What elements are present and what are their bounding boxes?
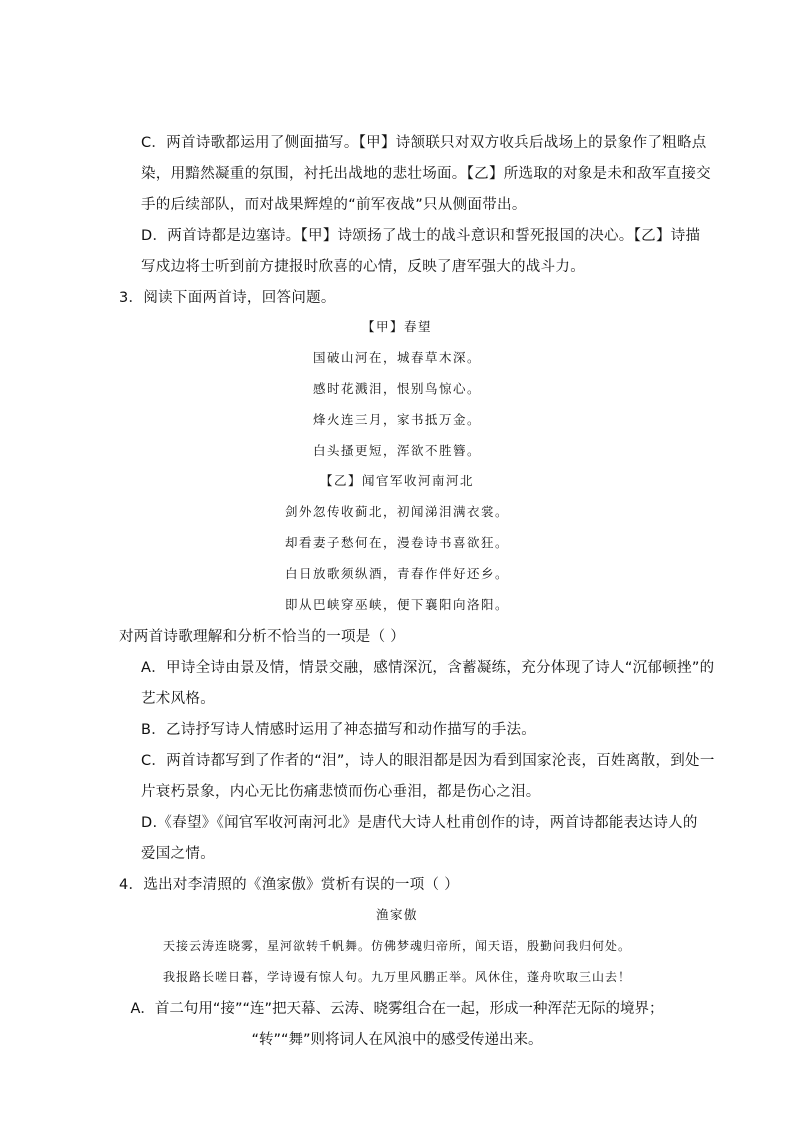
q2-option-d-line2: 写戍边将士听到前方捷报时欣喜的心情，反映了唐军强大的战斗力。	[141, 259, 585, 275]
q4-stem: 4．选出对李清照的《渔家傲》赏析有误的一项（ ）	[119, 877, 460, 893]
q3-option-a-line2: 艺术风格。	[141, 691, 215, 707]
q3-poem1-line: 烽火连三月，家书抵万金。	[312, 412, 481, 427]
q2-option-d-line1: D．两首诗都是边塞诗。【甲】诗颂扬了战士的战斗意识和誓死报国的决心。【乙】诗描	[141, 228, 701, 244]
q4-poem-title: 渔家傲	[375, 907, 418, 922]
q4-poem-line: 我报路长嗟日暮，学诗谩有惊人句。九万里风鹏正举。风休住，蓬舟吹取三山去！	[162, 970, 631, 984]
q3-poem1-title: 【甲】春望	[361, 319, 432, 334]
q3-option-b: B．乙诗抒写诗人情感时运用了神态描写和动作描写的手法。	[141, 722, 537, 738]
q3-stem: 3．阅读下面两首诗，回答问题。	[119, 290, 336, 306]
q3-poem1-line: 白头搔更短，浑欲不胜簪。	[312, 443, 481, 458]
q3-option-c-line1: C．两首诗都写到了作者的“泪”，诗人的眼泪都是因为看到国家沦丧，百姓离散，到处一	[141, 753, 715, 769]
q4-poem-line: 天接云涛连晓雾，星河欲转千帆舞。仿佛梦魂归帝所，闻天语，殷勤问我归何处。	[162, 939, 631, 953]
q4-option-a-line1: A．首二句用“接”“连”把天幕、云涛、晓雾组合在一起，形成一种浑茫无际的境界；	[130, 1001, 664, 1017]
q3-option-d-line1: D.《春望》《闻官军收河南河北》是唐代大诗人杜甫创作的诗，两首诗都能表达诗人的	[141, 815, 698, 831]
q2-option-c-line3: 手的后续部队，而对战果辉煌的“前军夜战”只从侧面带出。	[141, 197, 527, 213]
q3-poem2-line: 白日放歌须纵酒，青春作伴好还乡。	[284, 566, 509, 581]
q3-option-d-line2: 爱国之情。	[141, 846, 215, 862]
q3-question: 对两首诗歌理解和分析不恰当的一项是（ ）	[119, 629, 406, 645]
q3-poem1-line: 感时花溅泪，恨别鸟惊心。	[312, 381, 481, 396]
q3-poem2-title: 【乙】闻官军收河南河北	[319, 473, 474, 488]
q3-poem2-line: 剑外忽传收蓟北，初闻涕泪满衣裳。	[284, 504, 509, 519]
q4-option-a-line2: “转”“舞”则将词人在风浪中的感受传递出来。	[251, 1032, 543, 1048]
q3-poem2-line: 却看妻子愁何在，漫卷诗书喜欲狂。	[284, 535, 509, 550]
q3-option-a-line1: A．甲诗全诗由景及情，情景交融，感情深沉，含蓄凝练，充分体现了诗人“沉郁顿挫”的	[141, 660, 715, 676]
q3-option-c-line2: 片衰朽景象，内心无比伤痛悲愤而伤心垂泪，都是伤心之泪。	[141, 784, 541, 800]
q2-option-c-line2: 染，用黯然凝重的氛围，衬托出战地的悲壮场面。【乙】所选取的对象是未和敌军直接交	[141, 166, 711, 182]
q2-option-c-line1: C．两首诗歌都运用了侧面描写。【甲】诗颔联只对双方收兵后战场上的景象作了粗略点	[141, 135, 707, 151]
q3-poem1-line: 国破山河在，城春草木深。	[312, 350, 481, 365]
q3-poem2-line: 即从巴峡穿巫峡，便下襄阳向洛阳。	[284, 597, 509, 612]
